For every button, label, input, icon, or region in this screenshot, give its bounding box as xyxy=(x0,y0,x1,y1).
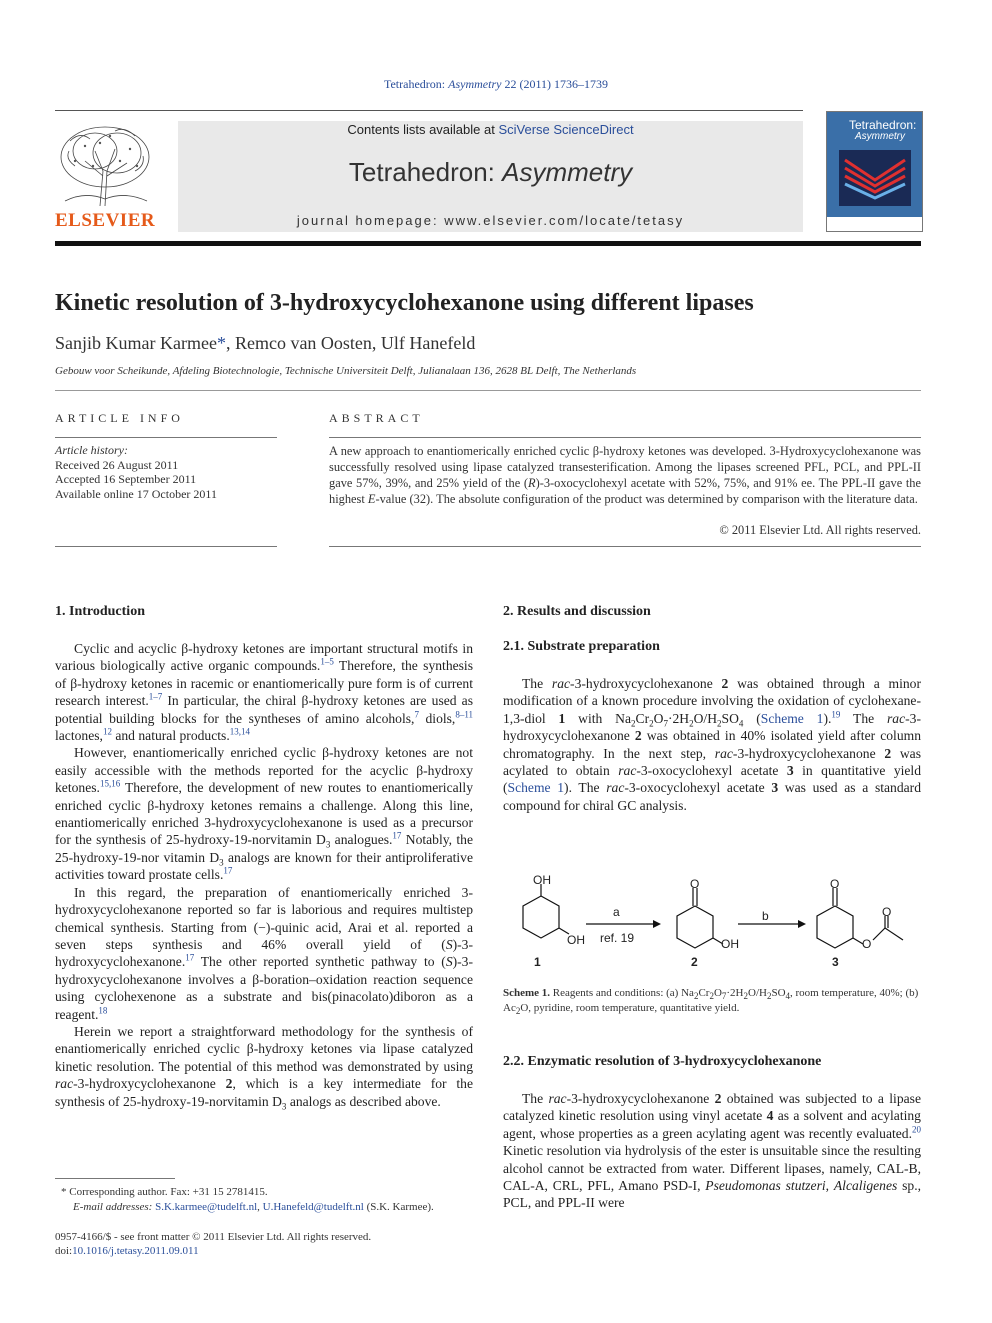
compound-label-3: 3 xyxy=(832,955,839,969)
contents-line: Contents lists available at SciVerse ScienceDirect xyxy=(347,122,634,137)
compound-1-ring xyxy=(523,896,559,938)
enzymatic-text: The rac-3-hydroxycyclohexanone 2 obtained was subjected to a lipase catalyzed kinetic resolution using vinyl acetate 4 as a solvent and acylating agent, whose properties as a green acylating agent was recently evaluated.$^{20}$ Kinetic resolution via hydrolysis of the ester is unsuitable since the resulting alcohol cannot be extracted from water. Different lipases, namely, CAL-B, CAL-A, CRL, PFL, Amano PSD-I, Pseudomonas stutzeri, Alcaligenes sp., PCL, and PPL-II were xyxy=(503,1091,921,1211)
section-enzymatic: 2.2. Enzymatic resolution of 3-hydroxycyclohexanone xyxy=(503,1054,822,1069)
email-link-1[interactable]: S.K.karmee@tudelft.nl xyxy=(155,1201,258,1213)
scheme-caption: Scheme 1. Reagents and conditions: (a) $Na_2Cr_2O_7\cdot 2H_2O/H_2SO_4$, room temperature, 40%; (b) $Ac_2O$, pyridine, room temperature, quantitative yield. xyxy=(503,987,919,1016)
citation-journal-italic: Asymmetry xyxy=(448,77,502,91)
journal-title: Tetrahedron: Asymmetry xyxy=(348,157,633,187)
compound-2-ring xyxy=(677,906,713,948)
tree-logo-icon xyxy=(55,121,155,207)
compound-label-2: 2 xyxy=(691,955,698,969)
authors-rest: , Remco van Oosten, Ulf Hanefeld xyxy=(225,333,476,353)
corresponding-mark[interactable]: * xyxy=(216,333,226,353)
publisher-name: ELSEVIER xyxy=(55,210,156,231)
corresponding-author: Corresponding author. Fax: +31 15 2781415. xyxy=(69,1186,268,1198)
scheme-o-ester: O xyxy=(862,937,872,951)
article-info-heading: ARTICLE INFO xyxy=(55,411,184,425)
scheme-o-carbonyl: O xyxy=(882,905,892,919)
arrow-b-icon xyxy=(798,920,806,928)
footnote-rule xyxy=(55,1178,175,1179)
author-1: Sanjib Kumar Karmee xyxy=(55,333,217,353)
citation-volume: 22 (2011) 1736–1739 xyxy=(501,77,608,91)
scheme-ref: ref. 19 xyxy=(600,931,635,945)
section-substrate: 2.1. Substrate preparation xyxy=(503,639,660,654)
header-rule xyxy=(55,110,803,111)
scheme-o-3: O xyxy=(830,877,840,891)
scheme-oh-3: OH xyxy=(721,937,739,951)
issn-block: 0957-4166/$ - see front matter © 2011 Elsevier Ltd. All rights reserved. doi:10.1016/j.tetasy.2011.09.011 xyxy=(55,1230,485,1258)
scheme-labels xyxy=(533,873,891,969)
copyright: © 2011 Elsevier Ltd. All rights reserved. xyxy=(719,523,921,537)
journal-homepage[interactable]: journal homepage: www.elsevier.com/locate/tetasy xyxy=(296,213,685,228)
section-introduction: 1. Introduction xyxy=(55,604,145,619)
arrow-a-icon xyxy=(653,920,661,928)
abstract-bottom-rule xyxy=(329,546,921,547)
introduction-text: Cyclic and acyclic β-hydroxy ketones are important structural motifs in various biologically active organic compounds.$^{1-5}$ Therefore, the synthesis of β-hydroxy ketones in racemic or enantiomerically pure form is of current research interest.$^{1-7}$ In particular, the chiral β-hydroxy ketones are used as potential building blocks for the syntheses of amino alcohols,$^7$ diols,$^{8-11}$ lactones,$^{12}$ and natural products.$^{13,14}$ However, enantiomerically enriched cyclic β-hydroxy ketones are not easily accessible with the methods reported for the acyclic β-hydroxy ketones.$^{15,16}$ Therefore, the development of new routes to enantiomerically enriched cyclic β-hydroxy ketones remains a challenge. Along this line, enantiomerically enriched 3-hydroxycyclohexanone is used as a precursor for the synthesis of 25-hydroxy-19-norvitamin $D_3$ analogues.$^{17}$ Notably, the 25-hydroxy-19-nor vitamin $D_3$ analogs are known for their antiproliferative activities toward prostate cells.$^{17}$ In this regard, the preparation of enantiomerically enriched 3-hydroxycyclohexanone reported so far is laborious and requires multistep chemical synthesis. Starting from (−)-quinic acid, Arai et al. reported a seven steps synthesis and 46% overall yield of (S)-3-hydroxycyclohexanone.$^{17}$ The other reported synthetic pathway to (S)-3-hydroxycyclohexanone involves a β-boration–oxidation reaction sequence using cyclohexenone as a substrate and bis(pinacolato)diboron as a reagent.$^{18}$ Herein we report a straightforward methodology for the synthesis of enantiomerically enriched cyclic β-hydroxy ketones via lipase catalyzed kinetic resolution. The potential of this method was demonstrated by using rac-3-hydroxycyclohexanone 2, which is a key intermediate for the synthesis of 25-hydroxy-19-norvitamin $D_3$ analogs as described above. xyxy=(55,641,474,1112)
footnote: * Corresponding author. Fax: +31 15 2781415. E-mail addresses: S.K.karmee@tudelft.nl, U.Hanefeld@tudelft.nl (S.K. Karmee). xyxy=(61,1186,434,1213)
info-rule xyxy=(55,437,277,438)
accepted-date: Accepted 16 September 2011 xyxy=(55,472,197,486)
scheme-label-a: a xyxy=(613,905,620,919)
section-results: 2. Results and discussion xyxy=(503,604,651,619)
doi-link[interactable]: 10.1016/j.tetasy.2011.09.011 xyxy=(72,1245,199,1257)
scheme-label-b: b xyxy=(762,909,769,923)
affiliation-rule xyxy=(55,390,921,391)
author-list xyxy=(55,333,475,354)
online-date: Available online 17 October 2011 xyxy=(55,486,217,501)
sciverse-link[interactable]: SciVerse ScienceDirect xyxy=(498,122,634,137)
affiliation: Gebouw voor Scheikunde, Afdeling Biotechnologie, Technische Universiteit Delft, Julianalaan 136, 2628 BL Delft, The Netherlands xyxy=(55,365,637,377)
cover-subtitle: Asymmetry xyxy=(855,131,905,142)
substrate-text: The rac-3-hydroxycyclohexanone 2 was obtained through a minor modification of a known procedure involving the oxidation of cyclohexane-1,3-diol 1 with $Na_2Cr_2O_7\cdot 2H_2O/H_2SO_4$ (Scheme 1).$^{19}$ The rac-3-hydroxycyclohexanone 2 was obtained in 40% isolated yield after column chromatography. In the next step, rac-3-hydroxycyclohexanone 2 was acylated to obtain rac-3-oxocyclohexyl acetate 3 in quantitative yield (Scheme 1). The rac-3-oxocyclohexyl acetate 3 was used as a standard compound for chiral GC analysis. xyxy=(503,676,922,813)
journal-banner xyxy=(178,121,803,232)
received-date: Received 26 August 2011 xyxy=(55,457,179,472)
scheme-oh-2: OH xyxy=(567,933,585,947)
cover-title: Tetrahedron: xyxy=(849,118,917,132)
abstract-heading: ABSTRACT xyxy=(329,411,424,425)
journal-citation[interactable] xyxy=(0,77,992,92)
email-link-2[interactable]: U.Hanefeld@tudelft.nl xyxy=(262,1201,364,1213)
issn-line: 0957-4166/$ - see front matter © 2011 Elsevier Ltd. All rights reserved. xyxy=(55,1231,372,1243)
scheme-o-2: O xyxy=(690,877,700,891)
journal-cover-icon xyxy=(826,111,923,232)
compound-3-ring xyxy=(817,906,853,948)
reaction-scheme xyxy=(503,868,921,976)
abstract-rule xyxy=(329,437,921,438)
homepage-url[interactable]: www.elsevier.com/locate/tetasy xyxy=(444,213,685,228)
citation-journal: Tetrahedron: xyxy=(383,77,449,91)
abstract-text: A new approach to enantiomerically enriched cyclic β-hydroxy ketones was developed. 3-Hydroxycyclohexanone was successfully resolved using lipase catalyzed transesterification. Among the lipases screened PFL, PCL, and PPL-II gave 57%, 39%, and 25% yield of the (R)-3-oxocyclohexyl acetate with 52%, 75%, and 91% ee. The PPL-II gave the highest E-value (32). The absolute configuration of the product was determined by comparison with the literature data. xyxy=(329,444,921,506)
info-bottom-rule xyxy=(55,546,277,547)
article-title: Kinetic resolution of 3-hydroxycyclohexanone using different lipases xyxy=(55,290,754,316)
header-thick-rule xyxy=(55,241,921,246)
compound-label-1: 1 xyxy=(534,955,541,969)
article-history: Article history: Received 26 August 2011 Accepted 16 September 2011 Available online 17 October 2011 xyxy=(55,443,277,501)
scheme-oh-1: OH xyxy=(533,873,551,887)
